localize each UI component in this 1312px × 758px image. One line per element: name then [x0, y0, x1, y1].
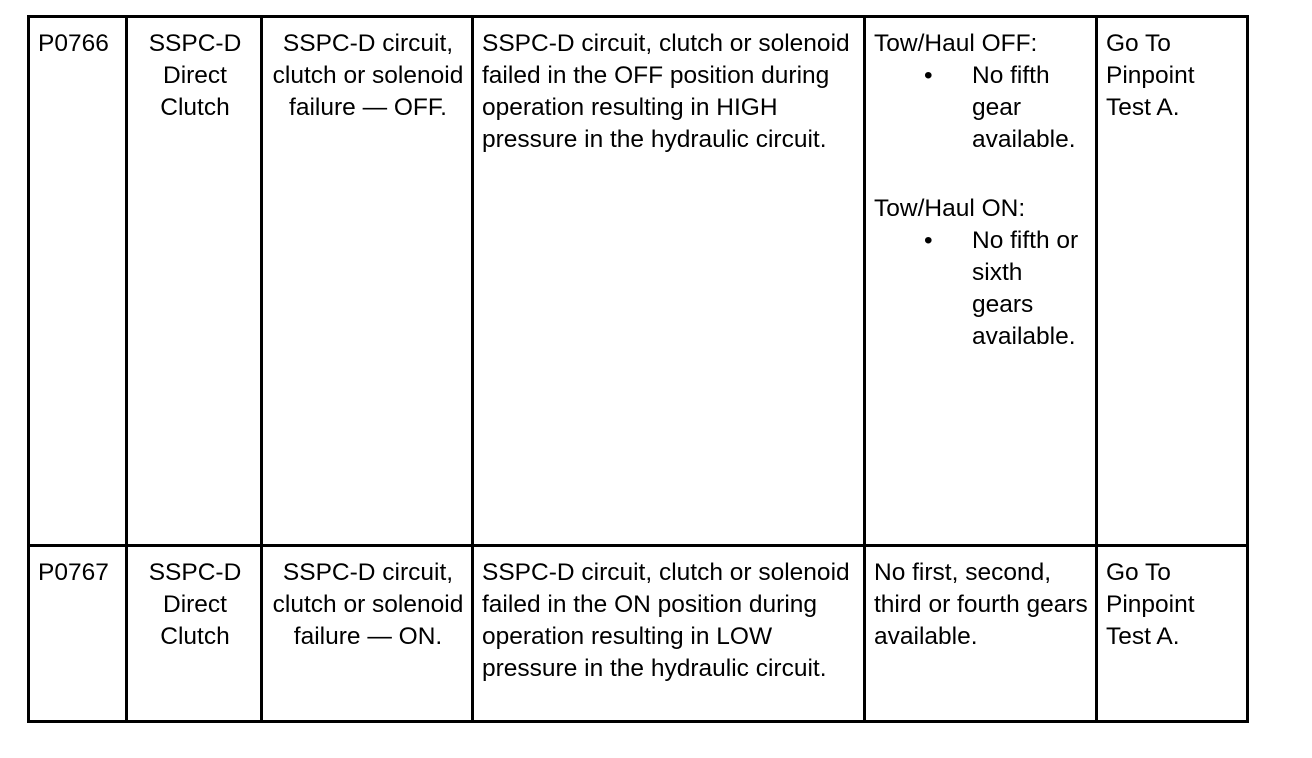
description-cell: SSPC-D circuit, clutch or solenoid failure — ON. [262, 546, 473, 722]
table-row [29, 17, 1248, 546]
component-cell: SSPC-D Direct Clutch [127, 546, 262, 722]
symptom-list [874, 60, 1089, 156]
symptom-heading: Tow/Haul OFF: [874, 30, 1038, 57]
description-cell: SSPC-D circuit, clutch or solenoid failure — OFF. [262, 17, 473, 546]
bullet-icon: • [924, 62, 933, 89]
symptom-item-text: No fifth or sixth gears available. [972, 227, 1079, 350]
condition-cell: SSPC-D circuit, clutch or solenoid failed in the ON position during operation resulting in LOW pressure in the hydraulic circuit. [473, 546, 865, 722]
table-row [29, 546, 1248, 722]
bullet-icon: • [924, 227, 933, 254]
action-cell: Go To Pinpoint Test A. [1097, 17, 1248, 546]
symptom-heading: Tow/Haul ON: [874, 195, 1026, 222]
action-cell: Go To Pinpoint Test A. [1097, 546, 1248, 722]
symptom-list [874, 225, 1089, 353]
dtc-table [27, 15, 1249, 723]
symptom-item-text: No fifth gear available. [972, 62, 1076, 153]
dtc-code-cell: P0766 [29, 17, 127, 546]
dtc-code-cell: P0767 [29, 546, 127, 722]
symptom-cell: No first, second, third or fourth gears available. [865, 546, 1097, 722]
component-cell: SSPC-D Direct Clutch [127, 17, 262, 546]
symptom-item [874, 60, 1089, 156]
symptom-item [874, 225, 1089, 353]
condition-cell: SSPC-D circuit, clutch or solenoid failed in the OFF position during operation resulting in HIGH pressure in the hydraulic circuit. [473, 17, 865, 546]
symptom-cell [865, 17, 1097, 546]
